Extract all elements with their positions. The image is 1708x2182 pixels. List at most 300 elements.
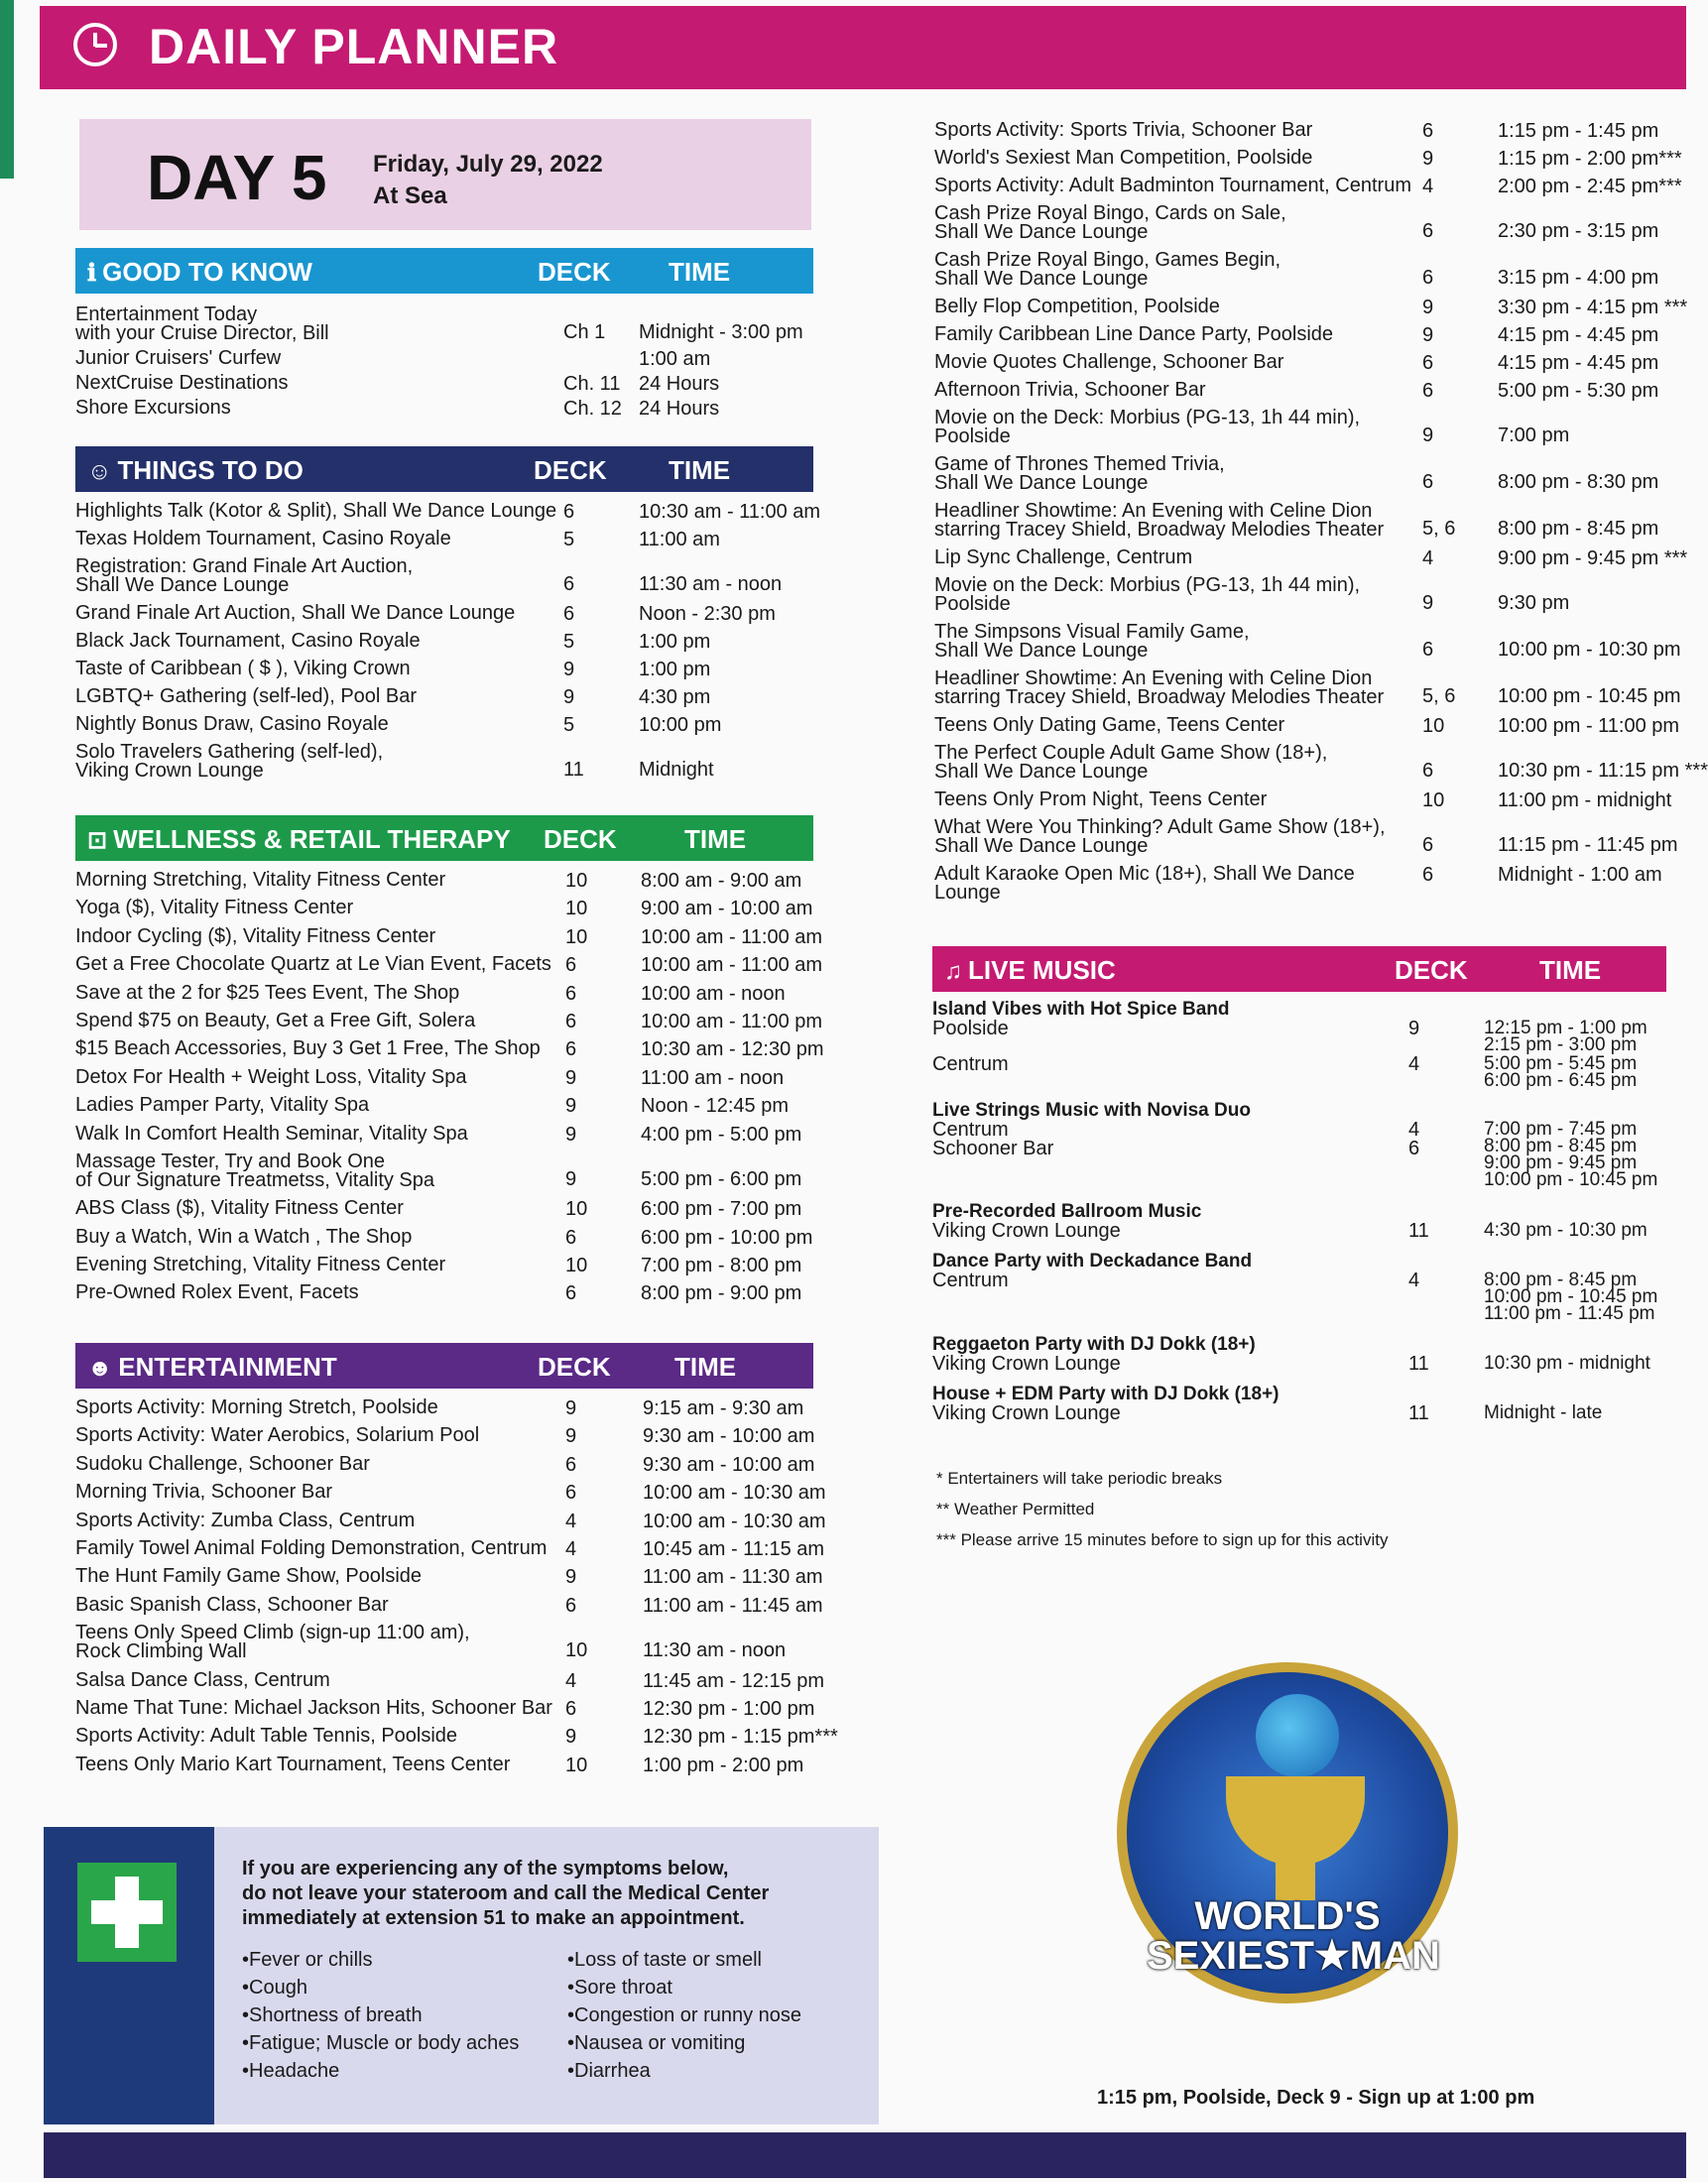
music-group (932, 1335, 1666, 1375)
item-name: Teens Only Dating Game, Teens Center (934, 714, 1285, 736)
item-name: Walk In Comfort Health Seminar, Vitality Spa (75, 1122, 468, 1145)
music-venue: Viking Crown Lounge (932, 1402, 1121, 1424)
item-name: Solo Travelers Gathering (self-led), Viking Crown Lounge (75, 741, 384, 782)
item-deck: 10 (565, 925, 588, 948)
item-name: Massage Tester, Try and Book One of Our Signature Treatmetss, Vitality Spa (75, 1150, 435, 1191)
list-item (75, 1725, 838, 1749)
item-name: Evening Stretching, Vitality Fitness Center (75, 1254, 446, 1276)
left-accent-bar (0, 0, 14, 179)
list-item (75, 530, 813, 548)
music-line (932, 1404, 1666, 1424)
item-time: 11:00 pm - midnight (1498, 789, 1672, 811)
item-name: Cash Prize Royal Bingo, Games Begin, Shall We Dance Lounge (934, 249, 1281, 290)
music-time: 10:30 pm - midnight (1484, 1353, 1650, 1374)
item-deck: 6 (565, 1482, 577, 1505)
item-time: 4:15 pm - 4:45 pm (1498, 352, 1659, 374)
item-time: 10:30 am - 12:30 pm (641, 1038, 824, 1061)
section-header (75, 446, 813, 492)
list-item (934, 455, 1686, 493)
item-time: 9:30 am - 10:00 am (643, 1453, 815, 1476)
item-time: 4:30 pm (639, 686, 711, 708)
music-note-icon: ♫ (944, 958, 962, 985)
item-time: 11:15 pm - 11:45 pm (1498, 834, 1678, 856)
medical-cross-icon (77, 1863, 177, 1962)
music-group (932, 1000, 1666, 1091)
item-time: 3:30 pm - 4:15 pm *** (1498, 297, 1688, 318)
list-item (75, 399, 813, 418)
item-time: 10:30 pm - 11:15 pm *** (1498, 760, 1708, 782)
item-time: 1:00 pm - 2:00 pm (643, 1754, 804, 1776)
item-deck: 9 (565, 1066, 577, 1089)
music-group (932, 1385, 1666, 1424)
section-wellness (75, 815, 824, 1312)
worlds-sexiest-man-logo (1117, 1662, 1458, 2003)
item-name: Belly Flop Competition, Poolside (934, 296, 1220, 317)
footnotes (936, 1468, 1388, 1560)
item-name: Movie Quotes Challenge, Schooner Bar (934, 351, 1284, 373)
item-time: 10:00 am - 10:30 am (643, 1482, 826, 1505)
item-time: 9:30 pm (1498, 592, 1570, 614)
item-deck: 10 (1422, 715, 1445, 737)
music-deck: 4 (1408, 1053, 1420, 1075)
item-deck: 6 (1422, 220, 1434, 242)
item-deck: 9 (1422, 297, 1434, 318)
item-deck: 10 (565, 1198, 588, 1221)
item-time: 1:00 am (639, 348, 711, 370)
music-line (932, 1020, 1666, 1055)
item-name: Morning Stretching, Vitality Fitness Center (75, 869, 446, 891)
item-deck: 6 (1422, 834, 1434, 856)
item-deck: 4 (1422, 547, 1434, 569)
list-item (75, 1696, 815, 1720)
symptom-item: • Headache (242, 2057, 519, 2085)
music-time: Midnight - late (1484, 1402, 1603, 1423)
item-deck: 6 (1422, 380, 1434, 402)
item-name: World's Sexiest Man Competition, Poolside (934, 147, 1313, 169)
section-entertainment (75, 1343, 838, 1783)
list-item (934, 742, 1708, 783)
day-date: Friday, July 29, 2022 (373, 151, 603, 178)
list-item (75, 1481, 826, 1505)
list-item (75, 897, 813, 920)
deck-header: DECK (538, 257, 611, 287)
item-name: Sports Activity: Water Aerobics, Solarium Pool (75, 1424, 480, 1447)
symptom-item: • Loss of taste or smell (567, 1946, 801, 1974)
item-deck: 5, 6 (1422, 518, 1456, 540)
music-time: 5:00 pm - 5:45 pm 6:00 pm - 6:45 pm (1484, 1053, 1638, 1091)
music-time: 8:00 pm - 8:45 pm 10:00 pm - 10:45 pm 11:00 pm - 11:45 pm (1484, 1270, 1658, 1324)
item-name: What Were You Thinking? Adult Game Show (18+), Shall We Dance Lounge (934, 816, 1386, 857)
list-item (934, 353, 1686, 372)
item-deck: 6 (565, 1038, 577, 1061)
item-name: ABS Class ($), Vitality Fitness Center (75, 1197, 404, 1220)
list-item (75, 924, 823, 948)
list-item (75, 1122, 813, 1146)
item-deck: 4 (1422, 176, 1434, 197)
music-line (932, 1055, 1666, 1091)
item-deck: 10 (565, 898, 588, 920)
item-deck: 9 (565, 1397, 577, 1419)
item-time: 9:15 am - 9:30 am (643, 1397, 804, 1419)
item-name: Sports Activity: Adult Table Tennis, Poolside (75, 1725, 458, 1748)
music-venue: Centrum Schooner Bar (932, 1119, 1054, 1159)
list-item (934, 298, 1686, 316)
item-deck: 5, 6 (1422, 685, 1456, 707)
list-item (934, 669, 1686, 707)
item-name: Save at the 2 for $25 Tees Event, The Shop (75, 981, 460, 1004)
music-line (932, 1222, 1666, 1242)
item-name: Cash Prize Royal Bingo, Cards on Sale, Shall We Dance Lounge (934, 202, 1286, 243)
item-time: Noon - 12:45 pm (641, 1095, 789, 1118)
item-deck: 6 (1422, 864, 1434, 886)
item-time: 4:15 pm - 4:45 pm (1498, 324, 1659, 346)
item-name: Name That Tune: Michael Jackson Hits, Schooner Bar (75, 1696, 552, 1719)
item-deck: 10 (1422, 789, 1445, 811)
music-group (932, 1202, 1666, 1242)
item-time: 12:30 pm - 1:00 pm (643, 1697, 815, 1720)
list-item (934, 409, 1686, 446)
list-item (934, 325, 1686, 344)
globe-icon (1256, 1694, 1339, 1777)
music-group (932, 1252, 1666, 1325)
trophy-icon (1226, 1776, 1365, 1866)
day-date-block (373, 149, 603, 212)
list-item (75, 500, 821, 523)
item-deck: 9 (565, 1726, 577, 1749)
item-time: Midnight - 3:00 pm (639, 321, 803, 343)
symptom-item: • Fever or chills (242, 1946, 519, 1974)
symptom-item: • Fatigue; Muscle or body aches (242, 2029, 519, 2057)
deck-header: DECK (534, 455, 607, 485)
item-deck: 10 (565, 870, 588, 892)
item-time: 11:00 am - noon (641, 1066, 785, 1089)
item-deck: 6 (1422, 639, 1434, 661)
section-entertainment-continued (934, 119, 1708, 904)
item-time: 1:15 pm - 2:00 pm*** (1498, 148, 1682, 170)
item-deck: 6 (1422, 267, 1434, 289)
item-time: Midnight (639, 759, 714, 781)
music-group (932, 1101, 1666, 1192)
list-item (75, 632, 813, 651)
item-name: Buy a Watch, Win a Watch , The Shop (75, 1225, 413, 1248)
item-name: Basic Spanish Class, Schooner Bar (75, 1593, 389, 1616)
item-time: 10:00 am - 10:30 am (643, 1510, 826, 1532)
section-title: THINGS TO DO (117, 455, 304, 485)
item-name: Spend $75 on Beauty, Get a Free Gift, Solera (75, 1009, 476, 1031)
item-name: Ladies Pamper Party, Vitality Spa (75, 1094, 370, 1117)
list-item (934, 790, 1686, 809)
item-deck: 6 (1422, 760, 1434, 782)
section-header (75, 1343, 813, 1389)
list-item (75, 1281, 813, 1305)
list-item (934, 576, 1686, 614)
music-deck: 11 (1408, 1220, 1429, 1242)
item-deck: 6 (565, 1453, 577, 1476)
list-item (75, 1753, 813, 1776)
item-name: Headliner Showtime: An Evening with Celine Dion starring Tracey Shield, Broadway Melodies Theater (934, 500, 1385, 541)
footnote: * Entertainers will take periodic breaks (936, 1469, 1223, 1488)
item-time: 5:00 pm - 6:00 pm (641, 1167, 802, 1190)
item-time: 10:00 am - 11:00 am (641, 954, 823, 977)
item-time: 4:00 pm - 5:00 pm (641, 1123, 802, 1146)
music-venue: Poolside (932, 1018, 1009, 1039)
symptom-item: • Nausea or vomiting (567, 2029, 801, 2057)
item-name: LGBTQ+ Gathering (self-led), Pool Bar (75, 685, 418, 707)
item-name: Family Caribbean Line Dance Party, Poolside (934, 323, 1334, 345)
day-location: At Sea (373, 182, 447, 209)
item-deck: 9 (563, 686, 575, 708)
item-deck: 6 (565, 1697, 577, 1720)
section-good-to-know (75, 248, 813, 424)
item-time: 7:00 pm - 8:00 pm (641, 1255, 802, 1277)
list-item (75, 1668, 825, 1692)
list-item (75, 1424, 815, 1448)
live-music-list (932, 992, 1666, 1424)
item-time: 9:30 am - 10:00 am (643, 1425, 815, 1448)
item-deck: 6 (565, 982, 577, 1005)
time-header: TIME (669, 455, 731, 485)
item-name: Movie on the Deck: Morbius (PG-13, 1h 44 min), Poolside (934, 407, 1361, 447)
time-header: TIME (674, 1352, 737, 1382)
item-deck: 6 (563, 603, 575, 625)
symptom-list-1 (242, 1946, 519, 2085)
list-item (75, 1536, 825, 1560)
item-deck: 6 (563, 501, 575, 523)
item-deck: 6 (565, 1010, 577, 1032)
item-name: Sports Activity: Zumba Class, Centrum (75, 1509, 416, 1531)
music-deck: 9 (1408, 1018, 1420, 1039)
music-line (932, 1121, 1666, 1192)
section-things-to-do (75, 446, 821, 789)
symptom-item: • Sore throat (567, 1974, 801, 2001)
item-time: 11:00 am (639, 529, 720, 550)
list-item (75, 374, 813, 393)
music-title: Live Strings Music with Novisa Duo (932, 1100, 1251, 1121)
item-name: Teens Only Prom Night, Teens Center (934, 788, 1268, 810)
item-time: 10:00 pm - 11:00 pm (1498, 715, 1680, 737)
time-header: TIME (1539, 955, 1602, 985)
list-item (75, 1094, 813, 1118)
item-name: Family Towel Animal Folding Demonstration, Centrum (75, 1536, 548, 1559)
section-header (75, 248, 813, 294)
list-item (75, 660, 813, 678)
deck-header: DECK (538, 1352, 611, 1382)
item-name: Get a Free Chocolate Quartz at Le Vian Event, Facets (75, 953, 551, 976)
item-name: Registration: Grand Finale Art Auction, Shall We Dance Lounge (75, 555, 414, 596)
deck-header: DECK (1395, 955, 1468, 985)
page-title: DAILY PLANNER (149, 19, 559, 74)
list-item (934, 149, 1686, 168)
item-time: 2:00 pm - 2:45 pm*** (1498, 176, 1682, 197)
item-deck: 10 (565, 1255, 588, 1277)
footnote: ** Weather Permitted (936, 1500, 1095, 1518)
item-time: 10:45 am - 11:15 am (643, 1537, 825, 1560)
item-name: Nightly Bonus Draw, Casino Royale (75, 713, 389, 735)
item-time: 1:00 pm (639, 631, 711, 653)
item-time: 1:00 pm (639, 659, 711, 680)
item-time: 6:00 pm - 7:00 pm (641, 1198, 802, 1221)
item-name: Salsa Dance Class, Centrum (75, 1668, 330, 1691)
item-time: 12:30 pm - 1:15 pm*** (643, 1726, 838, 1749)
music-title: Reggaeton Party with DJ Dokk (18+) (932, 1334, 1256, 1355)
section-title: WELLNESS & RETAIL THERAPY (113, 824, 511, 854)
info-icon: ℹ (87, 260, 97, 287)
clock-icon (73, 23, 117, 66)
item-time: 8:00 pm - 8:45 pm (1498, 518, 1659, 540)
list-item (75, 1065, 813, 1089)
item-time: 24 Hours (639, 398, 720, 420)
item-deck: 9 (563, 659, 575, 680)
item-time: 7:00 pm (1498, 424, 1570, 446)
list-item (75, 1624, 813, 1661)
item-name: The Simpsons Visual Family Game, Shall We Dance Lounge (934, 621, 1250, 662)
medical-sidebar (44, 1827, 214, 2124)
symptom-item: • Congestion or runny nose (567, 2001, 801, 2029)
medical-notice (44, 1827, 879, 2124)
item-name: Indoor Cycling ($), Vitality Fitness Center (75, 924, 436, 947)
item-time: 9:00 pm - 9:45 pm *** (1498, 547, 1688, 569)
item-name: Yoga ($), Vitality Fitness Center (75, 897, 354, 919)
item-deck: 6 (565, 1594, 577, 1617)
list-item (934, 251, 1686, 289)
list-item (75, 1254, 813, 1277)
list-item (75, 349, 813, 368)
list-item (934, 548, 1686, 567)
item-name: Sports Activity: Adult Badminton Tournament, Centrum (934, 175, 1411, 196)
item-deck: 6 (1422, 471, 1434, 493)
item-time: 10:00 am - 11:00 am (641, 925, 823, 948)
list-item (934, 623, 1686, 661)
header-banner (40, 6, 1686, 89)
day-box (79, 119, 811, 230)
list-item (934, 177, 1686, 195)
item-name: Pre-Owned Rolex Event, Facets (75, 1281, 359, 1304)
item-time: 8:00 pm - 9:00 pm (641, 1282, 802, 1305)
theater-masks-icon: ☻ (87, 1355, 113, 1382)
item-deck: 4 (565, 1510, 577, 1532)
item-name: Texas Holdem Tournament, Casino Royale (75, 528, 451, 549)
item-time: 10:00 pm - 10:45 pm (1498, 685, 1681, 707)
list-item (934, 863, 1686, 904)
music-time: 4:30 pm - 10:30 pm (1484, 1220, 1647, 1241)
item-name: Shore Excursions (75, 397, 231, 419)
music-line (932, 1272, 1666, 1325)
item-name: Afternoon Trivia, Schooner Bar (934, 379, 1206, 401)
item-deck: 9 (565, 1425, 577, 1448)
item-time: 1:15 pm - 1:45 pm (1498, 120, 1659, 142)
item-name: Morning Trivia, Schooner Bar (75, 1481, 333, 1504)
item-name: Sudoku Challenge, Schooner Bar (75, 1452, 370, 1475)
list-item (75, 981, 813, 1005)
item-name: Sports Activity: Morning Stretch, Poolside (75, 1396, 438, 1418)
item-deck: 6 (1422, 352, 1434, 374)
day-label: DAY 5 (147, 142, 327, 213)
symptom-item: • Cough (242, 1974, 519, 2001)
item-time: 10:00 pm (639, 714, 722, 736)
music-venue: Viking Crown Lounge (932, 1220, 1121, 1242)
list-item (934, 502, 1686, 540)
list-item (75, 1398, 813, 1417)
list-item (75, 1565, 823, 1589)
item-name: Highlights Talk (Kotor & Split), Shall We Dance Lounge (75, 500, 557, 522)
section-header (75, 815, 813, 861)
deck-header: DECK (544, 824, 617, 854)
list-item (75, 1509, 826, 1532)
list-item (934, 204, 1686, 242)
item-name: Sports Activity: Sports Trivia, Schooner Bar (934, 119, 1313, 141)
item-deck: 6 (565, 1226, 577, 1249)
item-deck: 9 (565, 1566, 577, 1589)
item-time: Midnight - 1:00 am (1498, 864, 1662, 886)
section-header (932, 946, 1666, 992)
item-time: 10:00 am - noon (641, 982, 786, 1005)
list-item (934, 818, 1686, 856)
item-name: NextCruise Destinations (75, 372, 289, 394)
item-deck: 11 (563, 759, 584, 781)
item-time: Noon - 2:30 pm (639, 603, 776, 625)
music-time: 12:15 pm - 1:00 pm 2:15 pm - 3:00 pm (1484, 1018, 1647, 1055)
item-time: 9:00 am - 10:00 am (641, 898, 813, 920)
item-name: Lip Sync Challenge, Centrum (934, 546, 1193, 568)
symptom-list-2 (567, 1946, 801, 2085)
item-name: Teens Only Mario Kart Tournament, Teens Center (75, 1753, 511, 1775)
item-name: Junior Cruisers' Curfew (75, 347, 282, 369)
item-deck: 5 (563, 529, 575, 550)
list-item (75, 305, 813, 343)
item-deck: 6 (565, 954, 577, 977)
item-time: 11:30 am - noon (643, 1639, 787, 1662)
item-time: 11:45 am - 12:15 pm (643, 1669, 825, 1692)
item-name: Black Jack Tournament, Casino Royale (75, 630, 421, 652)
item-time: 10:00 pm - 10:30 pm (1498, 639, 1681, 661)
music-venue: Viking Crown Lounge (932, 1353, 1121, 1375)
music-venue: Centrum (932, 1053, 1009, 1075)
item-time: 10:00 am - 11:00 pm (641, 1010, 823, 1032)
item-deck: 6 (1422, 120, 1434, 142)
item-deck: 9 (1422, 424, 1434, 446)
item-deck: 4 (565, 1669, 577, 1692)
music-deck: 11 (1408, 1402, 1429, 1424)
list-item (75, 1152, 813, 1190)
list-item (75, 953, 823, 977)
list-item (75, 1037, 824, 1061)
item-deck: 9 (1422, 148, 1434, 170)
symptom-item: • Diarrhea (567, 2057, 801, 2085)
list-item (934, 121, 1686, 140)
list-item (75, 715, 813, 734)
item-name: Grand Finale Art Auction, Shall We Dance Lounge (75, 602, 516, 624)
list-item (934, 716, 1686, 735)
item-time: 5:00 pm - 5:30 pm (1498, 380, 1659, 402)
promo-caption: 1:15 pm, Poolside, Deck 9 - Sign up at 1:00 pm (1097, 2087, 1535, 2109)
list-item (75, 1452, 815, 1476)
section-title: ENTERTAINMENT (118, 1352, 337, 1382)
bottom-bar (44, 2132, 1686, 2178)
item-deck: 6 (565, 1282, 577, 1305)
list-item (75, 557, 813, 595)
music-deck: 11 (1408, 1353, 1429, 1375)
item-time: 24 Hours (639, 373, 720, 395)
item-time: 6:00 pm - 10:00 pm (641, 1226, 813, 1249)
list-item (75, 687, 813, 706)
item-name: Teens Only Speed Climb (sign-up 11:00 am), Rock Climbing Wall (75, 1622, 470, 1663)
music-title: Island Vibes with Hot Spice Band (932, 999, 1230, 1020)
item-name: The Perfect Couple Adult Game Show (18+), Shall We Dance Lounge (934, 742, 1328, 783)
time-header: TIME (684, 824, 747, 854)
item-deck: Ch. 12 (563, 398, 622, 420)
item-deck: 9 (1422, 324, 1434, 346)
time-header: TIME (669, 257, 731, 287)
